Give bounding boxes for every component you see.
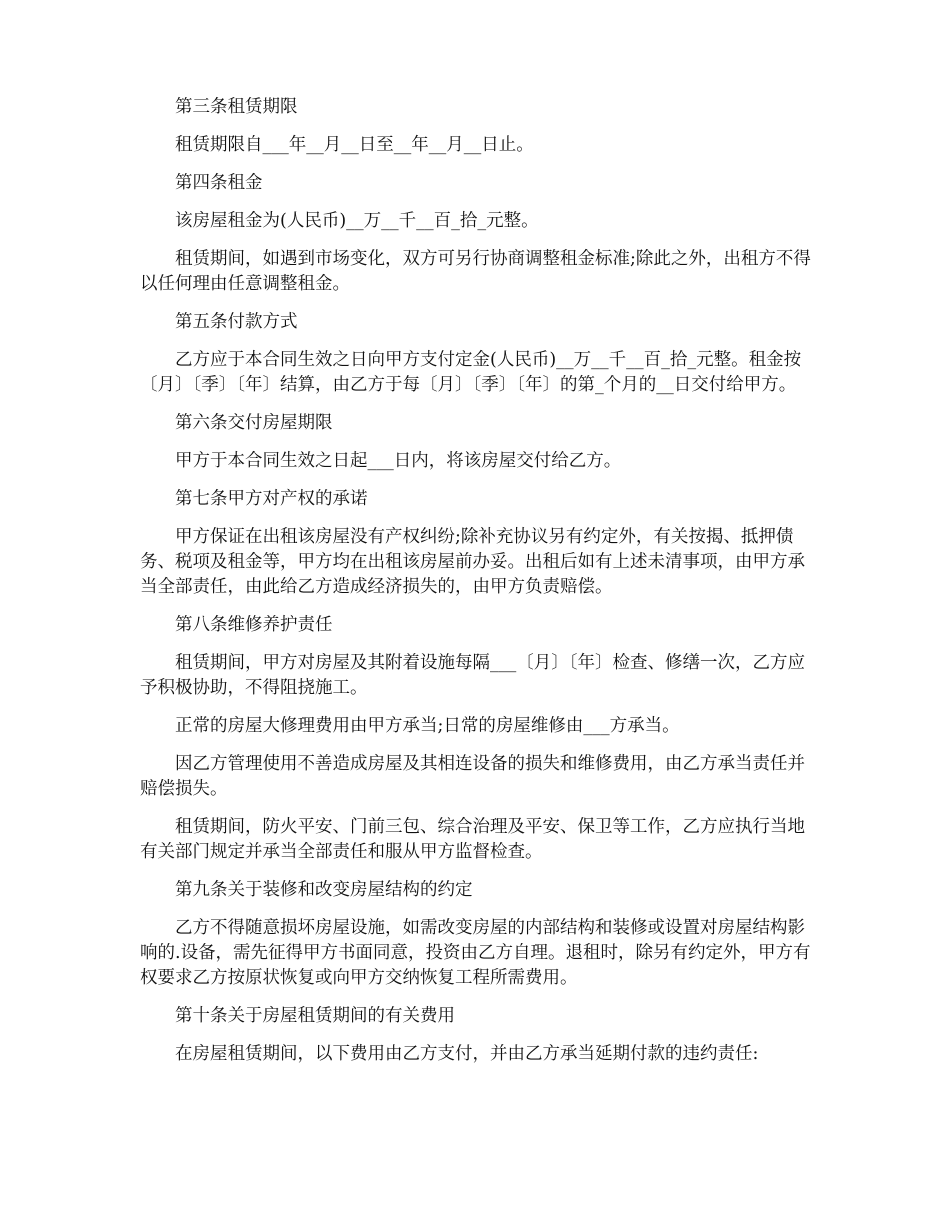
section-heading-renovation: 第九条关于装修和改变房屋结构的约定 <box>175 880 473 900</box>
section-heading-payment-method: 第五条付款方式 <box>175 312 298 332</box>
paragraph-damage-liability: 因乙方管理使用不善造成房屋及其相连设备的损失和维修费用，由乙方承当责任并赔偿损失。 <box>140 754 805 799</box>
section-heading-delivery-deadline: 第六条交付房屋期限 <box>175 413 333 433</box>
section-heading-maintenance: 第八条维修养护责任 <box>175 615 333 635</box>
paragraph-maintenance-inspection: 租赁期间，甲方对房屋及其附着设施每隔___〔月〕〔年〕检查、修缮一次，乙方应予积极协助，不得阻挠施工。 <box>140 653 805 698</box>
paragraph-delivery-deadline: 甲方于本合同生效之日起___日内，将该房屋交付给乙方。 <box>175 451 622 471</box>
paragraph-expenses: 在房屋租赁期间，以下费用由乙方支付，并由乙方承当延期付款的违约责任: <box>175 1044 759 1064</box>
section-heading-property-rights: 第七条甲方对产权的承诺 <box>175 489 368 509</box>
paragraph-lease-term: 租赁期限自___年__月__日至__年__月__日止。 <box>175 135 534 155</box>
section-heading-expenses: 第十条关于房屋租赁期间的有关费用 <box>175 1006 455 1026</box>
paragraph-rent-amount: 该房屋租金为(人民币)__万__千__百_拾_元整。 <box>175 211 539 231</box>
document-body <box>140 95 812 1080</box>
section-heading-lease-term: 第三条租赁期限 <box>175 97 298 117</box>
paragraph-renovation: 乙方不得随意损坏房屋设施，如需改变房屋的内部结构和装修或设置对房屋结构影响的.设备，需先征得甲方书面同意，投资由乙方自理。退租时，除另有约定外，甲方有权要求乙方按原状恢复或向甲方交纳恢复工程所需费用。 <box>140 918 811 988</box>
paragraph-rent-adjustment: 租赁期间，如遇到市场变化，双方可另行协商调整租金标准;除此之外，出租方不得以任何理由任意调整租金。 <box>140 249 811 294</box>
paragraph-payment-method: 乙方应于本合同生效之日向甲方支付定金(人民币)__万__千__百_拾_元整。租金按〔月〕〔季〕〔年〕结算，由乙方于每〔月〕〔季〕〔年〕的第_个月的__日交付给甲方。 <box>140 350 802 395</box>
paragraph-property-rights: 甲方保证在出租该房屋没有产权纠纷;除补充协议另有约定外，有关按揭、抵押债务、税项及租金等，甲方均在出租该房屋前办妥。出租后如有上述未清事项，由甲方承当全部责任，由此给乙方造成经济损失的，由甲方负责赔偿。 <box>140 527 805 597</box>
paragraph-safety-duties: 租赁期间，防火平安、门前三包、综合治理及平安、保卫等工作，乙方应执行当地有关部门规定并承当全部责任和服从甲方监督检查。 <box>140 817 805 862</box>
section-heading-rent: 第四条租金 <box>175 173 263 193</box>
paragraph-maintenance-costs: 正常的房屋大修理费用由甲方承当;日常的房屋维修由___方承当。 <box>175 716 680 736</box>
